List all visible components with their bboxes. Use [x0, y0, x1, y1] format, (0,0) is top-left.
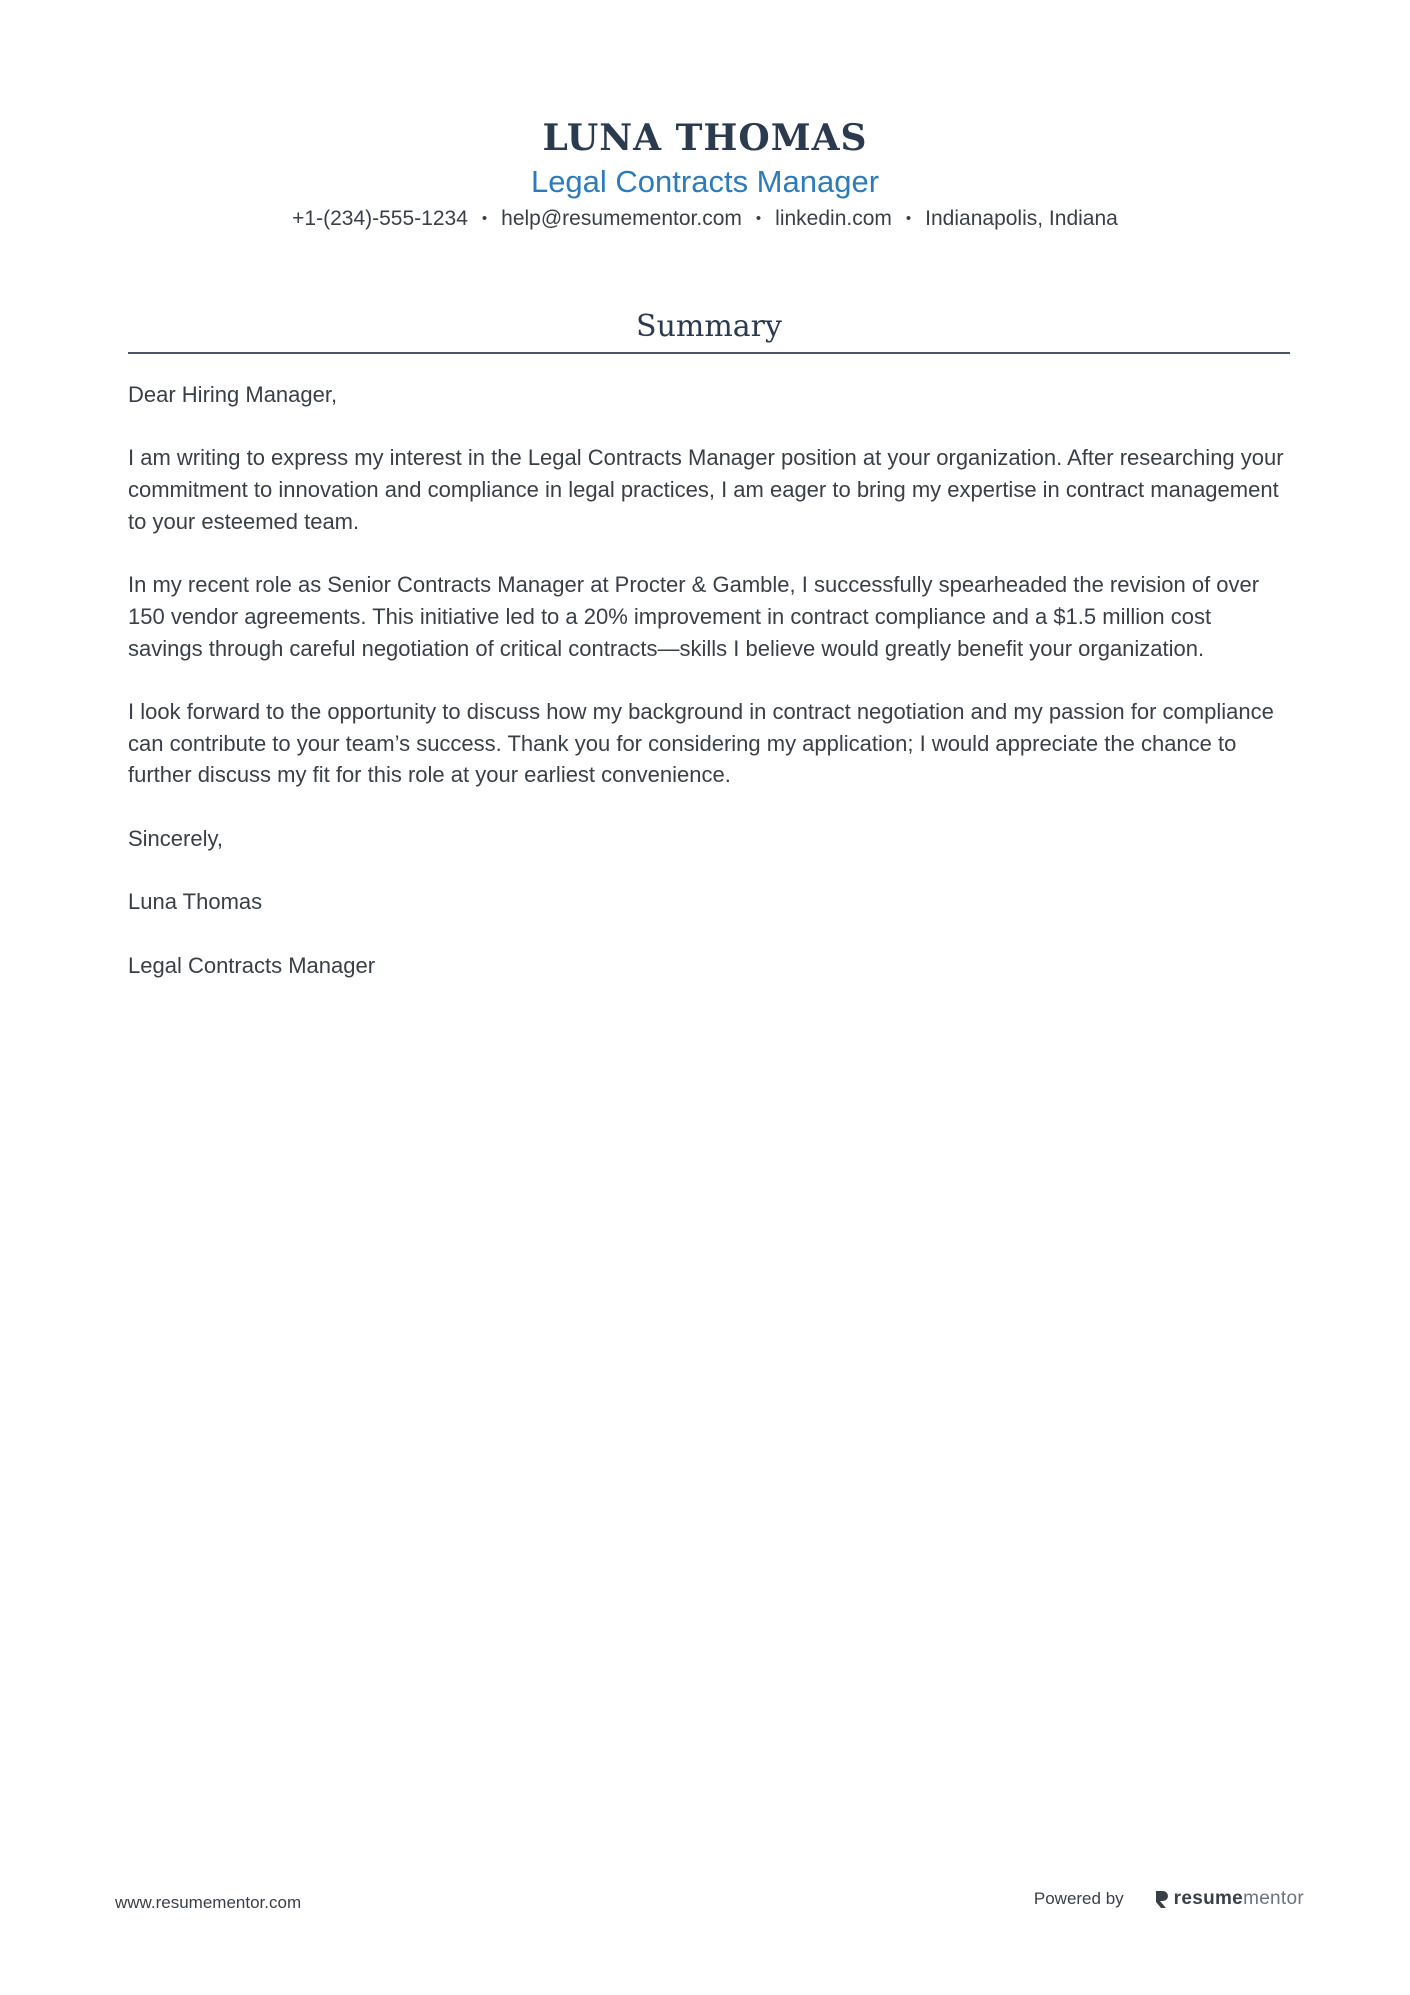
- contact-line: [0, 204, 1410, 234]
- letter-greeting: Dear Hiring Manager,: [128, 382, 338, 407]
- powered-by-label: Powered by: [1033, 1889, 1124, 1908]
- contact-separator: •: [905, 210, 912, 227]
- contact-email: help@resumementor.com: [501, 207, 742, 230]
- letter-paragraph-3: I look forward to the opportunity to discuss how my background in contract negotiation and my passion for compliance can contribute to your team’s success. Thank you for considering my application; I would appreciate the chance to further discuss my fit for this role at your earliest convenience.: [128, 698, 1274, 788]
- candidate-name: LUNA THOMAS: [542, 117, 868, 159]
- brand-name: [1174, 1888, 1304, 1910]
- contact-phone: +1-(234)-555-1234: [292, 207, 468, 230]
- footer-website: www.resumementor.com: [115, 1893, 302, 1912]
- letter-paragraph-2: In my recent role as Senior Contracts Manager at Procter & Gamble, I successfully spearheaded the revision of over 150 vendor agreements. This initiative led to a 20% improvement in contract compliance and a $1.5 million cost savings through careful negotiation of critical contracts—skills I believe would greatly benefit your organization.: [128, 572, 1260, 661]
- contact-separator: •: [755, 210, 762, 227]
- brand-name-part2: mentor: [1243, 1888, 1304, 1909]
- contact-location: Indianapolis, Indiana: [925, 207, 1118, 230]
- contact-linkedin: linkedin.com: [775, 207, 892, 230]
- letter-paragraph-1: I am writing to express my interest in the Legal Contracts Manager position at your organization. After researching your commitment to innovation and compliance in legal practices, I am eager to bring my expertise in contract management to your esteemed team.: [128, 445, 1284, 534]
- contact-separator: •: [481, 210, 488, 227]
- brand-name-part1: resume: [1173, 1888, 1244, 1909]
- resumementor-logo-icon: [1154, 1889, 1170, 1909]
- letter-body: [128, 379, 1290, 1013]
- section-divider: [128, 352, 1290, 354]
- section-title: Summary: [636, 309, 782, 344]
- letter-closing: Sincerely,: [128, 825, 223, 851]
- footer-branding: [1034, 1888, 1304, 1910]
- header: [0, 114, 1410, 234]
- candidate-role: Legal Contracts Manager: [530, 164, 880, 199]
- signature-title: Legal Contracts Manager: [128, 952, 376, 978]
- signature-name: Luna Thomas: [128, 889, 263, 915]
